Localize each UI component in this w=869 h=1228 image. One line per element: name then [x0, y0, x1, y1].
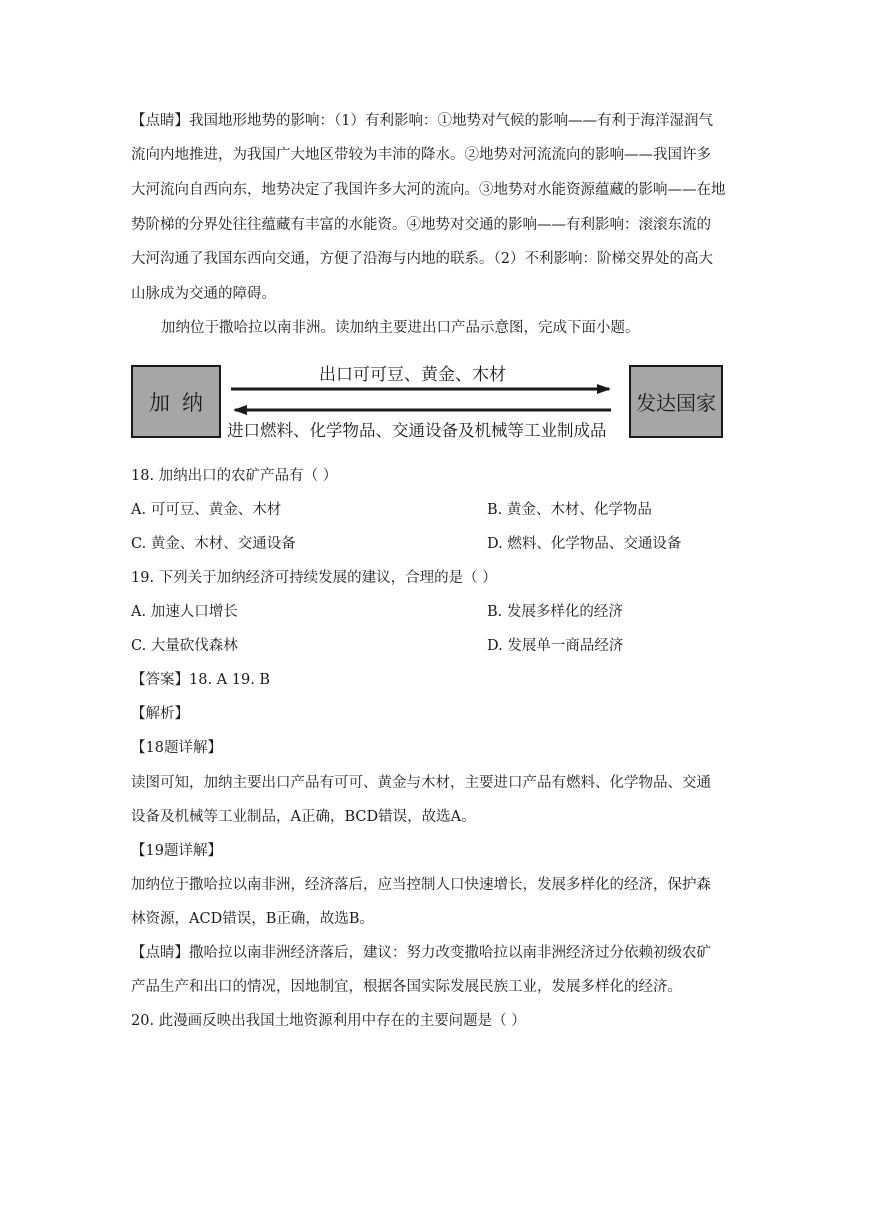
developed-countries-box: 发达国家	[629, 365, 723, 438]
tip-paragraph-line: 山脉成为交通的障碍。	[131, 286, 276, 302]
q19-option-b: B. 发展多样化的经济	[487, 604, 623, 620]
tip-paragraph-line: 大河流向自西向东，地势决定了我国许多大河的流向。③地势对水能资源蕴藏的影响——在地	[131, 182, 726, 198]
trade-diagram	[131, 360, 731, 442]
q19-stem: 19. 下列关于加纳经济可持续发展的建议，合理的是（ ）	[131, 570, 497, 586]
answer-line: 【答案】18. A 19. B	[131, 672, 271, 688]
tip-paragraph-line: 流向内地推进，为我国广大地区带较为丰沛的降水。②地势对河流流向的影响——我国许多	[131, 147, 711, 163]
import-label: 进口燃料、化学物品、交通设备及机械等工业制成品	[227, 421, 607, 440]
tip2-line: 【点睛】撒哈拉以南非洲经济落后，建议：努力改变撒哈拉以南非洲经济过分依赖初级农矿	[131, 945, 711, 961]
tip-paragraph-line: 【点睛】我国地形地势的影响：（1）有利影响：①地势对气候的影响——有利于海洋湿润气	[131, 113, 713, 129]
q18-option-b: B. 黄金、木材、化学物品	[487, 502, 652, 518]
detail19-line: 加纳位于撒哈拉以南非洲，经济落后，应当控制人口快速增长，发展多样化的经济，保护森	[131, 877, 711, 893]
q19-option-c: C. 大量砍伐森林	[131, 638, 238, 654]
detail18-line: 读图可知，加纳主要出口产品有可可、黄金与木材，主要进口产品有燃料、化学物品、交通	[131, 775, 711, 791]
detail18-line: 设备及机械等工业制品，A正确，BCD错误，故选A。	[131, 809, 476, 825]
detail18-title: 【18题详解】	[131, 740, 222, 756]
question-intro: 加纳位于撒哈拉以南非洲。读加纳主要进出口产品示意图，完成下面小题。	[161, 320, 640, 336]
q20-stem: 20. 此漫画反映出我国土地资源利用中存在的主要问题是（ ）	[131, 1013, 526, 1029]
detail19-line: 林资源，ACD错误，B正确，故选B。	[131, 911, 375, 927]
q18-option-c: C. 黄金、木材、交通设备	[131, 536, 296, 552]
tip-paragraph-line: 大河沟通了我国东西向交通，方便了沿海与内地的联系。（2）不利影响：阶梯交界处的高大	[131, 251, 713, 267]
q19-option-d: D. 发展单一商品经济	[487, 638, 624, 654]
q18-stem: 18. 加纳出口的农矿产品有（ ）	[131, 468, 338, 484]
q18-option-a: A. 可可豆、黄金、木材	[131, 502, 282, 518]
tip2-line: 产品生产和出口的情况，因地制宜，根据各国实际发展民族工业，发展多样化的经济。	[131, 979, 682, 995]
tip-paragraph-line: 势阶梯的分界处往往蕴藏有丰富的水能资。④地势对交通的影响——有利影响：滚滚东流的	[131, 217, 711, 233]
detail19-title: 【19题详解】	[131, 843, 222, 859]
analysis-title: 【解析】	[131, 706, 189, 722]
q18-option-d: D. 燃料、化学物品、交通设备	[487, 536, 682, 552]
ghana-box: 加纳	[131, 365, 221, 438]
export-label: 出口可可豆、黄金、木材	[319, 365, 506, 385]
q19-option-a: A. 加速人口增长	[131, 604, 238, 620]
